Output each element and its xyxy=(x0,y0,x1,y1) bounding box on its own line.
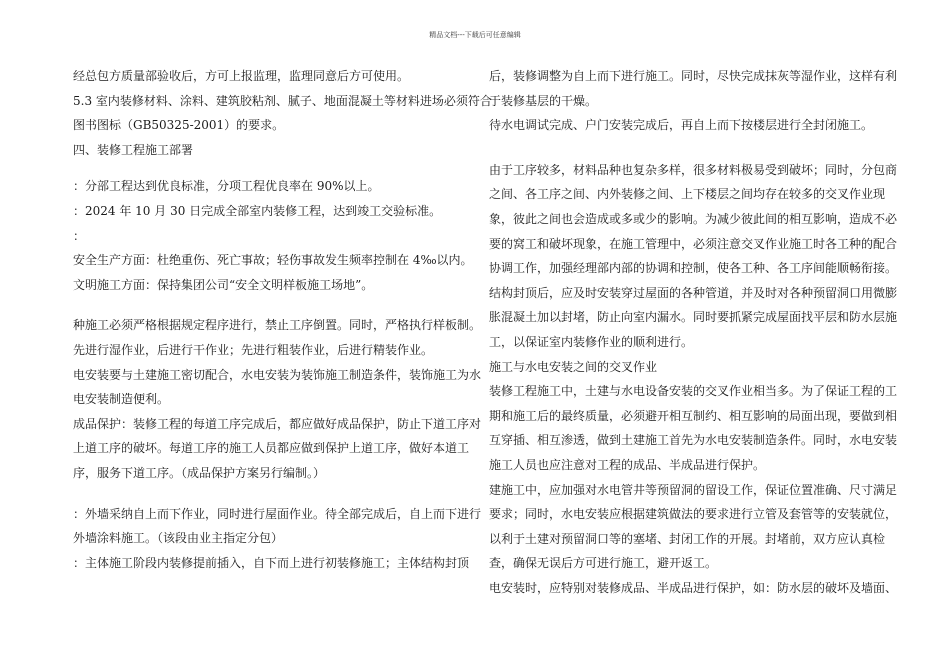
text-line: 胀混凝土加以封堵，防止向室内漏水。同时要抓紧完成屋面找平层和防水层施 xyxy=(489,310,898,325)
text-line: 先进行湿作业，后进行干作业；先进行粗装作业，后进行精装作业。 xyxy=(73,342,434,357)
page-header: 精品文档---下载后可任意编辑 xyxy=(429,31,521,39)
text-line: 要求；同时，水电安装应根据建筑做法的要求进行立管及套管等的安装就位， xyxy=(489,507,898,522)
text-line: 期和施工后的最终质量，必须避开相互制约、相互影响的局面出现，要做到相 xyxy=(489,408,898,423)
text-line: 施工人员也应注意对工程的成品、半成品进行保护。 xyxy=(489,457,766,472)
text-line: 以利于土建对预留洞口等的塞堵、封闭工作的开展。封堵前，双方应认真检 xyxy=(489,531,886,546)
text-line: 互穿插、相互渗透，做到土建施工首先为水电安装制造条件。同时，水电安装 xyxy=(489,433,898,448)
text-line: 由于工序较多，材料品种也复杂多样，很多材料极易受到破坏；同时，分包商 xyxy=(489,162,898,177)
paragraph-gap xyxy=(489,138,909,158)
paragraph-gap xyxy=(73,486,473,502)
text-line: 查，确保无误后方可进行施工，避开返工。 xyxy=(489,556,718,571)
text-line: 5.3 室内装修材料、涂料、建筑胶粘剂、腻子、地面混凝土等材料进场必须符合 xyxy=(73,93,492,108)
text-line: 象，彼此之间也会造成或多或少的影响。为减少彼此间的相互影响，造成不必 xyxy=(489,211,898,226)
text-line: 上道工序的破坏。每道工序的施工人员都应做到保护上道工序，做好本道工 xyxy=(73,441,470,456)
text-line: 电安装要与土建施工密切配合，水电安装为装饰施工制造条件，装饰施工为水 xyxy=(73,367,482,382)
text-line: ：主体施工阶段内装修提前插入，自下而上进行初装修施工；主体结构封顶 xyxy=(73,555,470,570)
text-line: 施工与水电安装之间的交叉作业 xyxy=(489,359,658,374)
paragraph-gap xyxy=(73,297,473,313)
text-line: 图书图标（GB50325-2001）的要求。 xyxy=(73,118,285,133)
text-line: 安全生产方面：杜绝重伤、死亡事故；轻伤事故发生频率控制在 4‰以内。 xyxy=(73,253,473,268)
text-line: 待水电调试完成、户门安装完成后，再自上而下按楼层进行全封闭施工。 xyxy=(489,118,874,133)
text-line: ： xyxy=(73,228,86,243)
text-line: ：外墙采纳自上而下作业，同时进行屋面作业。待全部完成后，自上而下进行 xyxy=(73,506,482,521)
text-line: 工，以保证室内装修作业的顺利进行。 xyxy=(489,334,694,349)
text-line: 结构封顶后，应及时安装穿过屋面的各种管道，并及时对各种预留洞口用微膨 xyxy=(489,285,898,300)
text-line: ：2024 年 10 月 30 日完成全部室内装修工程，达到竣工交验标准。 xyxy=(73,203,442,218)
right-column xyxy=(489,64,909,600)
text-line: ：分部工程达到优良标准，分项工程优良率在 90%以上。 xyxy=(73,179,380,194)
text-line: 四、装修工程施工部署 xyxy=(73,142,194,157)
text-line: 之间、各工序之间、内外装修之间、上下楼层之间均存在较多的交叉作业现 xyxy=(489,187,886,202)
text-line: 后，装修调整为自上而下进行施工。同时，尽快完成抹灰等湿作业，这样有利 xyxy=(489,69,898,83)
text-line: 电安装制造便利。 xyxy=(73,392,170,407)
left-column xyxy=(73,64,492,575)
text-line: 建施工中，应加强对水电管井等预留洞的留设工作，保证位置准确、尺寸满足 xyxy=(489,482,898,497)
text-line: 要的窝工和破坏现象，在施工管理中，必须注意交叉作业施工时各工种的配合 xyxy=(489,236,898,251)
text-line: 协调工作，加强经理部内部的协调和控制，使各工种、各工序间能顺畅衔接。 xyxy=(489,261,898,276)
text-line: 于装修基层的干燥。 xyxy=(489,93,598,108)
text-line: 装修工程施工中，土建与水电设备安装的交叉作业相当多。为了保证工程的工 xyxy=(489,384,898,399)
paragraph-gap xyxy=(73,162,473,174)
text-line: 经总包方质量部验收后，方可上报监理，监理同意后方可使用。 xyxy=(73,69,410,83)
text-line: 种施工必须严格根据规定程序进行，禁止工序倒置。同时，严格执行样板制。 xyxy=(73,318,482,333)
text-line: 外墙涂料施工。（该段由业主指定分包） xyxy=(73,531,284,546)
text-line: 序，服务下道工序。（成品保护方案另行编制。） xyxy=(73,465,326,480)
text-line: 电安装时，应特别对装修成品、半成品进行保护，如：防水层的破坏及墙面、 xyxy=(489,580,898,595)
text-line: 成品保护：装修工程的每道工序完成后，都应做好成品保护，防止下道工序对 xyxy=(73,416,482,431)
text-line: 文明施工方面：保持集团公司“安全文明样板施工场地”。 xyxy=(73,277,374,292)
